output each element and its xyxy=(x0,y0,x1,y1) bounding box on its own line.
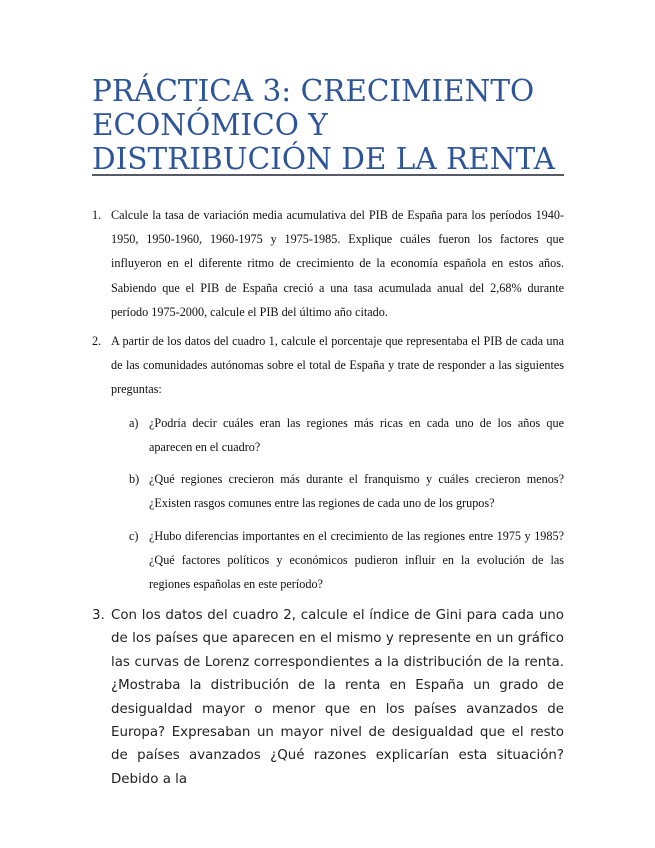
question-2-subitem-a xyxy=(129,411,564,459)
title-underline xyxy=(92,174,564,176)
subitem-b-text: ¿Qué regiones crecieron más durante el franquismo y cuáles crecieron menos? ¿Existen rasgos comunes entre las regiones de cada uno de los grupos? xyxy=(149,472,564,511)
question-3 xyxy=(92,604,564,791)
subitem-c-letter: c) xyxy=(129,529,139,543)
page-title: PRÁCTICA 3: CRECIMIENTO ECONÓMICO Y DISTRIBUCIÓN DE LA RENTA xyxy=(92,74,555,176)
question-1 xyxy=(92,203,564,324)
subitem-a-letter: a) xyxy=(129,416,139,430)
subitem-a-text: ¿Podría decir cuáles eran las regiones más ricas en cada uno de los años que aparecen en el cuadro? xyxy=(149,416,564,455)
question-3-text: Con los datos del cuadro 2, calcule el índice de Gini para cada uno de los países que aparecen en el mismo y represente en un gráfico las curvas de Lorenz correspondientes a la distribución de la renta. ¿Mostraba la distribución de la renta en España un grado de desigualdad mayor o menor que en los países avanzados de Europa? Expresaban un mayor nivel de desigualdad que el resto de países avanzados ¿Qué razones explicarían esta situación? Debido a la xyxy=(111,608,564,787)
question-2-text: A partir de los datos del cuadro 1, calcule el porcentaje que representaba el PIB de cada una de las comunidades autónomas sobre el total de España y trate de responder a las siguientes preguntas: xyxy=(111,334,564,397)
question-2-number: 2. xyxy=(92,334,102,348)
question-2-subitem-b xyxy=(129,467,564,515)
question-3-number: 3. xyxy=(92,608,105,623)
subitem-b-letter: b) xyxy=(129,472,140,486)
question-1-text: Calcule la tasa de variación media acumulativa del PIB de España para los períodos 1940-1950, 1950-1960, 1960-1975 y 1975-1985. Explique cuáles fueron los factores que influyeron en el diferente ritmo de crecimiento de la economía española en estos años. Sabiendo que el PIB de España creció a una tasa acumulada anual del 2,68% durante período 1975-2000, calcule el PIB del último año citado. xyxy=(111,208,564,319)
question-1-number: 1. xyxy=(92,208,102,222)
question-2-subitem-c xyxy=(129,524,564,597)
question-2 xyxy=(92,329,564,402)
subitem-c-text: ¿Hubo diferencias importantes en el crecimiento de las regiones entre 1975 y 1985? ¿Qué factores políticos y económicos pudieron influir en la evolución de las regiones españolas en este período? xyxy=(149,529,564,592)
